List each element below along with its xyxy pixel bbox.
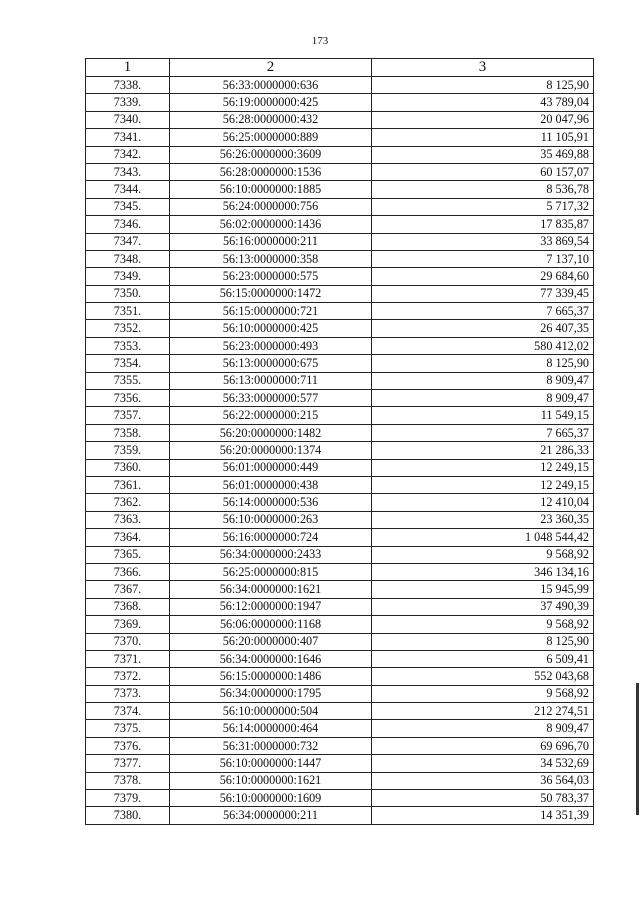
cadastral-number-cell: 56:19:0000000:425	[170, 94, 372, 111]
table-row	[86, 459, 594, 476]
table-row	[86, 755, 594, 772]
cadastral-number-cell: 56:34:0000000:1621	[170, 581, 372, 598]
column-header-1: 1	[86, 59, 170, 77]
row-number-cell: 7360.	[86, 459, 170, 476]
table-row	[86, 703, 594, 720]
table-row	[86, 511, 594, 528]
header-row	[86, 59, 594, 77]
value-cell: 36 564,03	[372, 772, 594, 789]
value-cell: 7 665,37	[372, 303, 594, 320]
value-cell: 12 410,04	[372, 494, 594, 511]
cadastral-number-cell: 56:33:0000000:577	[170, 390, 372, 407]
row-number-cell: 7367.	[86, 581, 170, 598]
cadastral-number-cell: 56:16:0000000:724	[170, 529, 372, 546]
value-cell: 5 717,32	[372, 198, 594, 215]
row-number-cell: 7374.	[86, 703, 170, 720]
table-row	[86, 685, 594, 702]
row-number-cell: 7365.	[86, 546, 170, 563]
value-cell: 17 835,87	[372, 216, 594, 233]
table-row	[86, 303, 594, 320]
row-number-cell: 7376.	[86, 737, 170, 754]
value-cell: 8 125,90	[372, 355, 594, 372]
value-cell: 6 509,41	[372, 650, 594, 667]
cadastral-number-cell: 56:15:0000000:1486	[170, 668, 372, 685]
row-number-cell: 7341.	[86, 129, 170, 146]
row-number-cell: 7342.	[86, 146, 170, 163]
cadastral-number-cell: 56:34:0000000:211	[170, 807, 372, 824]
row-number-cell: 7364.	[86, 529, 170, 546]
cadastral-number-cell: 56:10:0000000:504	[170, 703, 372, 720]
cadastral-number-cell: 56:34:0000000:2433	[170, 546, 372, 563]
value-cell: 29 684,60	[372, 268, 594, 285]
cadastral-number-cell: 56:14:0000000:464	[170, 720, 372, 737]
cadastral-number-cell: 56:10:0000000:1621	[170, 772, 372, 789]
table-row	[86, 390, 594, 407]
value-cell: 212 274,51	[372, 703, 594, 720]
row-number-cell: 7375.	[86, 720, 170, 737]
cadastral-number-cell: 56:28:0000000:432	[170, 111, 372, 128]
cadastral-number-cell: 56:15:0000000:721	[170, 303, 372, 320]
cadastral-number-cell: 56:24:0000000:756	[170, 198, 372, 215]
table-row	[86, 320, 594, 337]
row-number-cell: 7361.	[86, 476, 170, 493]
row-number-cell: 7366.	[86, 563, 170, 580]
value-cell: 580 412,02	[372, 337, 594, 354]
row-number-cell: 7357.	[86, 407, 170, 424]
value-cell: 7 137,10	[372, 250, 594, 267]
table-row	[86, 181, 594, 198]
cadastral-number-cell: 56:13:0000000:675	[170, 355, 372, 372]
row-number-cell: 7379.	[86, 790, 170, 807]
value-cell: 20 047,96	[372, 111, 594, 128]
value-cell: 8 125,90	[372, 633, 594, 650]
value-cell: 8 125,90	[372, 77, 594, 94]
table-row	[86, 77, 594, 94]
row-number-cell: 7348.	[86, 250, 170, 267]
row-number-cell: 7354.	[86, 355, 170, 372]
table-row	[86, 633, 594, 650]
cadastral-number-cell: 56:01:0000000:438	[170, 476, 372, 493]
page-number: 173	[311, 35, 329, 47]
table-row	[86, 720, 594, 737]
table-row	[86, 668, 594, 685]
row-number-cell: 7371.	[86, 650, 170, 667]
scan-edge-mark	[636, 683, 639, 815]
value-cell: 23 360,35	[372, 511, 594, 528]
table-row	[86, 616, 594, 633]
value-cell: 60 157,07	[372, 163, 594, 180]
row-number-cell: 7347.	[86, 233, 170, 250]
table-row	[86, 563, 594, 580]
cadastral-number-cell: 56:13:0000000:711	[170, 372, 372, 389]
cadastral-number-cell: 56:23:0000000:575	[170, 268, 372, 285]
table-row	[86, 372, 594, 389]
table-row	[86, 790, 594, 807]
cadastral-number-cell: 56:26:0000000:3609	[170, 146, 372, 163]
row-number-cell: 7373.	[86, 685, 170, 702]
value-cell: 8 536,78	[372, 181, 594, 198]
table-row	[86, 581, 594, 598]
value-cell: 43 789,04	[372, 94, 594, 111]
row-number-cell: 7349.	[86, 268, 170, 285]
table-row	[86, 407, 594, 424]
cadastral-number-cell: 56:34:0000000:1795	[170, 685, 372, 702]
value-cell: 15 945,99	[372, 581, 594, 598]
value-cell: 34 532,69	[372, 755, 594, 772]
value-cell: 9 568,92	[372, 616, 594, 633]
cadastral-number-cell: 56:31:0000000:732	[170, 737, 372, 754]
row-number-cell: 7358.	[86, 424, 170, 441]
cadastral-number-cell: 56:33:0000000:636	[170, 77, 372, 94]
row-number-cell: 7353.	[86, 337, 170, 354]
data-table	[85, 58, 594, 825]
row-number-cell: 7356.	[86, 390, 170, 407]
value-cell: 346 134,16	[372, 563, 594, 580]
cadastral-number-cell: 56:10:0000000:1447	[170, 755, 372, 772]
row-number-cell: 7369.	[86, 616, 170, 633]
row-number-cell: 7343.	[86, 163, 170, 180]
cadastral-number-cell: 56:15:0000000:1472	[170, 285, 372, 302]
cadastral-number-cell: 56:13:0000000:358	[170, 250, 372, 267]
row-number-cell: 7363.	[86, 511, 170, 528]
row-number-cell: 7350.	[86, 285, 170, 302]
row-number-cell: 7372.	[86, 668, 170, 685]
value-cell: 552 043,68	[372, 668, 594, 685]
table-row	[86, 216, 594, 233]
value-cell: 7 665,37	[372, 424, 594, 441]
table-row	[86, 355, 594, 372]
value-cell: 26 407,35	[372, 320, 594, 337]
table-row	[86, 807, 594, 824]
table-row	[86, 476, 594, 493]
table-row	[86, 546, 594, 563]
cadastral-number-cell: 56:12:0000000:1947	[170, 598, 372, 615]
cadastral-number-cell: 56:28:0000000:1536	[170, 163, 372, 180]
cadastral-number-cell: 56:20:0000000:1374	[170, 442, 372, 459]
value-cell: 69 696,70	[372, 737, 594, 754]
column-header-2: 2	[170, 59, 372, 77]
row-number-cell: 7352.	[86, 320, 170, 337]
table-row	[86, 494, 594, 511]
value-cell: 35 469,88	[372, 146, 594, 163]
table-row	[86, 268, 594, 285]
value-cell: 50 783,37	[372, 790, 594, 807]
row-number-cell: 7362.	[86, 494, 170, 511]
table-row	[86, 250, 594, 267]
value-cell: 12 249,15	[372, 459, 594, 476]
row-number-cell: 7346.	[86, 216, 170, 233]
cadastral-number-cell: 56:10:0000000:1609	[170, 790, 372, 807]
cadastral-number-cell: 56:06:0000000:1168	[170, 616, 372, 633]
value-cell: 8 909,47	[372, 390, 594, 407]
value-cell: 9 568,92	[372, 685, 594, 702]
value-cell: 9 568,92	[372, 546, 594, 563]
cadastral-number-cell: 56:22:0000000:215	[170, 407, 372, 424]
row-number-cell: 7338.	[86, 77, 170, 94]
value-cell: 1 048 544,42	[372, 529, 594, 546]
row-number-cell: 7370.	[86, 633, 170, 650]
value-cell: 14 351,39	[372, 807, 594, 824]
row-number-cell: 7344.	[86, 181, 170, 198]
row-number-cell: 7359.	[86, 442, 170, 459]
cadastral-number-cell: 56:20:0000000:1482	[170, 424, 372, 441]
cadastral-number-cell: 56:25:0000000:889	[170, 129, 372, 146]
column-header-3: 3	[372, 59, 594, 77]
row-number-cell: 7378.	[86, 772, 170, 789]
table-row	[86, 337, 594, 354]
table-row	[86, 198, 594, 215]
row-number-cell: 7380.	[86, 807, 170, 824]
table-row	[86, 163, 594, 180]
table-body	[86, 77, 594, 825]
value-cell: 37 490,39	[372, 598, 594, 615]
row-number-cell: 7355.	[86, 372, 170, 389]
value-cell: 8 909,47	[372, 720, 594, 737]
row-number-cell: 7340.	[86, 111, 170, 128]
table-row	[86, 94, 594, 111]
cadastral-number-cell: 56:01:0000000:449	[170, 459, 372, 476]
table-row	[86, 233, 594, 250]
cadastral-number-cell: 56:10:0000000:425	[170, 320, 372, 337]
cadastral-number-cell: 56:14:0000000:536	[170, 494, 372, 511]
cadastral-number-cell: 56:10:0000000:263	[170, 511, 372, 528]
cadastral-number-cell: 56:20:0000000:407	[170, 633, 372, 650]
value-cell: 12 249,15	[372, 476, 594, 493]
cadastral-number-cell: 56:34:0000000:1646	[170, 650, 372, 667]
table-row	[86, 442, 594, 459]
table-row	[86, 772, 594, 789]
row-number-cell: 7351.	[86, 303, 170, 320]
value-cell: 11 105,91	[372, 129, 594, 146]
cadastral-number-cell: 56:02:0000000:1436	[170, 216, 372, 233]
row-number-cell: 7377.	[86, 755, 170, 772]
value-cell: 77 339,45	[372, 285, 594, 302]
value-cell: 11 549,15	[372, 407, 594, 424]
value-cell: 8 909,47	[372, 372, 594, 389]
value-cell: 21 286,33	[372, 442, 594, 459]
table-row	[86, 285, 594, 302]
table-row	[86, 424, 594, 441]
table-row	[86, 111, 594, 128]
table-row	[86, 146, 594, 163]
row-number-cell: 7339.	[86, 94, 170, 111]
row-number-cell: 7345.	[86, 198, 170, 215]
cadastral-number-cell: 56:10:0000000:1885	[170, 181, 372, 198]
cadastral-number-cell: 56:16:0000000:211	[170, 233, 372, 250]
table-row	[86, 529, 594, 546]
cadastral-number-cell: 56:23:0000000:493	[170, 337, 372, 354]
value-cell: 33 869,54	[372, 233, 594, 250]
cadastral-number-cell: 56:25:0000000:815	[170, 563, 372, 580]
table-row	[86, 650, 594, 667]
table-row	[86, 598, 594, 615]
table-row	[86, 737, 594, 754]
table-row	[86, 129, 594, 146]
row-number-cell: 7368.	[86, 598, 170, 615]
